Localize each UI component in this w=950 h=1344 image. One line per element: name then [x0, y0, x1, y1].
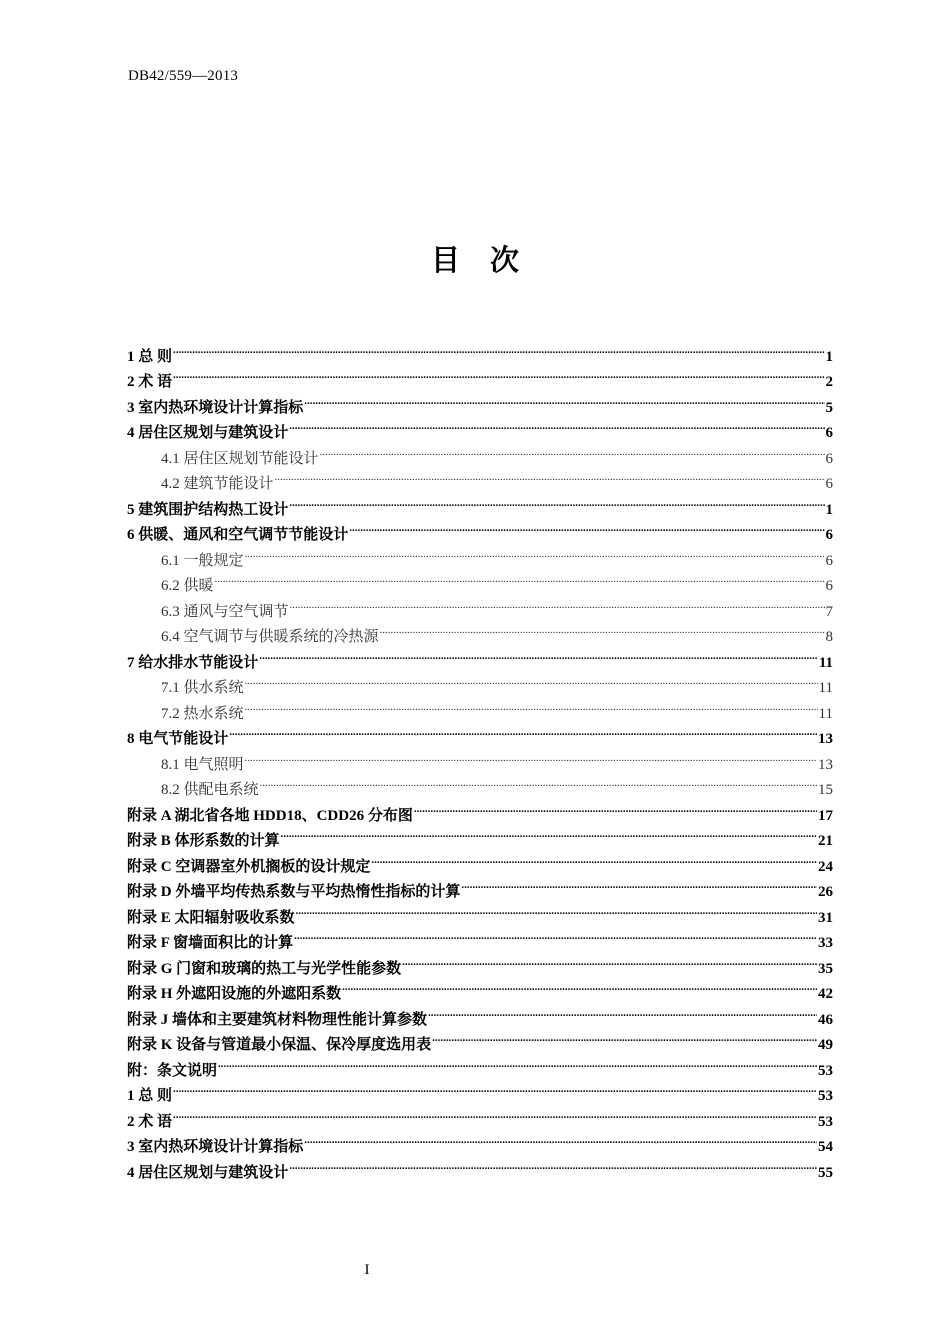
toc-dot-leader: [428, 998, 817, 1024]
toc-entry-label: 6.3 通风与空气调节: [161, 603, 289, 620]
toc-entry[interactable]: [127, 718, 833, 747]
toc-dot-leader: [432, 1024, 817, 1050]
toc-entry-page: 46: [818, 1011, 833, 1028]
toc-dot-leader: [218, 1049, 817, 1075]
toc-dot-leader: [320, 437, 825, 463]
toc-dot-leader: [380, 616, 825, 642]
toc-dot-leader: [173, 335, 824, 361]
toc-dot-leader: [296, 896, 817, 922]
toc-entry-label: 6 供暖、通风和空气调节节能设计: [127, 527, 349, 543]
toc-dot-leader: [294, 922, 817, 948]
toc-entry-page: 49: [818, 1037, 833, 1053]
toc-dot-leader: [414, 794, 817, 820]
toc-entry-page: 11: [818, 654, 833, 671]
toc-entry-page: 8: [825, 629, 833, 645]
toc-entry-page: 11: [818, 705, 833, 722]
toc-entry-label: 4.2 建筑节能设计: [161, 476, 274, 492]
toc-entry-label: 2 术 语: [127, 1113, 173, 1130]
toc-dot-leader: [289, 412, 824, 438]
toc-dot-leader: [245, 539, 825, 565]
toc-entry-label: 8 电气节能设计: [127, 731, 229, 747]
toc-entry-page: 7: [825, 603, 833, 620]
toc-entry-page: 6: [825, 578, 833, 594]
toc-entry-page: 5: [825, 399, 833, 416]
toc-dot-leader: [259, 641, 818, 667]
toc-entry-page: 53: [818, 1062, 833, 1079]
toc-entry-page: 11: [818, 680, 833, 696]
toc-entry[interactable]: [127, 1126, 833, 1155]
toc-entry-label: 3 室内热环境设计计算指标: [127, 1139, 304, 1155]
toc-entry-label: 6.1 一般规定: [161, 552, 244, 569]
toc-entry-label: 1 总 则: [127, 1088, 173, 1104]
toc-entry-label: 6.2 供暖: [161, 578, 214, 594]
toc-entry-page: 13: [818, 731, 833, 747]
toc-entry-page: 54: [818, 1139, 833, 1155]
toc-entry-label: 8.2 供配电系统: [161, 782, 259, 798]
toc-entry-page: 53: [818, 1113, 833, 1130]
toc-entry[interactable]: [127, 590, 833, 620]
toc-entry-page: 24: [818, 858, 833, 875]
toc-entry-page: 2: [825, 374, 833, 390]
toc-entry-page: 13: [818, 756, 833, 773]
document-code: DB42/559—2013: [128, 68, 239, 84]
toc-dot-leader: [281, 820, 817, 846]
toc-entry-label: 附录 E 太阳辐射吸收系数: [127, 909, 295, 926]
toc-entry-label: 附录 H 外遮阳设施的外遮阳系数: [127, 986, 342, 1002]
toc-entry-page: 55: [818, 1164, 833, 1181]
toc-dot-leader: [173, 1075, 817, 1101]
toc-entry-label: 4 居住区规划与建筑设计: [127, 1164, 289, 1181]
toc-dot-leader: [304, 1126, 817, 1152]
toc-entry-label: 4.1 居住区规划节能设计: [161, 450, 319, 467]
toc-entry-label: 附录 D 外墙平均传热系数与平均热惰性指标的计算: [127, 884, 461, 900]
toc-entry-page: 42: [818, 986, 833, 1002]
toc-entry[interactable]: [127, 743, 833, 773]
toc-entry[interactable]: [127, 1075, 833, 1104]
toc-entry-page: 17: [818, 807, 833, 824]
toc-entry[interactable]: [127, 565, 833, 594]
toc-entry-page: 26: [818, 884, 833, 900]
toc-entry-page: 33: [818, 935, 833, 951]
toc-entry-label: 附录 A 湖北省各地 HDD18、CDD26 分布图: [127, 807, 413, 824]
toc-dot-leader: [229, 718, 817, 744]
toc-entry[interactable]: [127, 335, 833, 365]
toc-entry-label: 附录 J 墙体和主要建筑材料物理性能计算参数: [127, 1011, 428, 1028]
toc-dot-leader: [173, 361, 824, 387]
toc-entry[interactable]: [127, 386, 833, 416]
toc-entry-page: 31: [818, 909, 833, 926]
toc-entry-label: 附录 C 空调器室外机搁板的设计规定: [127, 858, 371, 875]
toc-dot-leader: [290, 590, 825, 616]
toc-entry-label: 附录 B 体形系数的计算: [127, 833, 280, 849]
toc-entry-label: 7.1 供水系统: [161, 680, 244, 696]
toc-dot-leader: [349, 514, 824, 540]
toc-dot-leader: [342, 973, 817, 999]
toc-dot-leader: [173, 1100, 817, 1126]
toc-entry-label: 7.2 热水系统: [161, 705, 244, 722]
page-title: 目次: [430, 245, 549, 277]
table-of-contents: [127, 335, 833, 1181]
toc-dot-leader: [245, 692, 818, 718]
toc-entry-page: 6: [825, 425, 833, 441]
toc-entry-page: 53: [818, 1088, 833, 1104]
toc-entry-page: 21: [818, 833, 833, 849]
toc-entry-label: 5 建筑围护结构热工设计: [127, 501, 289, 518]
toc-dot-leader: [260, 769, 817, 795]
toc-entry-label: 附：条文说明: [127, 1062, 218, 1079]
toc-entry-label: 7 给水排水节能设计: [127, 654, 259, 671]
toc-dot-leader: [245, 667, 818, 693]
toc-entry-label: 附录 G 门窗和玻璃的热工与光学性能参数: [127, 960, 402, 977]
toc-dot-leader: [215, 565, 825, 591]
toc-entry-label: 3 室内热环境设计计算指标: [127, 399, 304, 416]
toc-dot-leader: [289, 1151, 817, 1177]
toc-entry-page: 1: [825, 501, 833, 518]
toc-entry-label: 8.1 电气照明: [161, 756, 244, 773]
toc-entry-label: 附录 F 窗墙面积比的计算: [127, 935, 294, 951]
toc-entry-page: 6: [825, 450, 833, 467]
toc-dot-leader: [275, 463, 825, 489]
toc-entry-page: 6: [825, 476, 833, 492]
toc-entry[interactable]: [127, 1049, 833, 1079]
toc-entry[interactable]: [127, 1100, 833, 1130]
toc-entry-label: 1 总 则: [127, 348, 173, 365]
toc-entry-label: 6.4 空气调节与供暖系统的冷热源: [161, 629, 379, 645]
toc-entry-page: 35: [818, 960, 833, 977]
toc-entry-label: 4 居住区规划与建筑设计: [127, 425, 289, 441]
toc-dot-leader: [289, 488, 824, 514]
toc-dot-leader: [402, 947, 817, 973]
toc-entry-label: 2 术 语: [127, 374, 173, 390]
toc-entry-page: 6: [825, 552, 833, 569]
toc-entry-label: 附录 K 设备与管道最小保温、保冷厚度选用表: [127, 1037, 432, 1053]
toc-entry[interactable]: [127, 361, 833, 390]
toc-entry-page: 6: [825, 527, 833, 543]
toc-dot-leader: [304, 386, 824, 412]
toc-entry-page: 1: [825, 348, 833, 365]
toc-dot-leader: [461, 871, 817, 897]
toc-dot-leader: [371, 845, 817, 871]
page-number: I: [364, 1262, 370, 1278]
toc-dot-leader: [245, 743, 817, 769]
toc-entry-page: 15: [818, 782, 833, 798]
